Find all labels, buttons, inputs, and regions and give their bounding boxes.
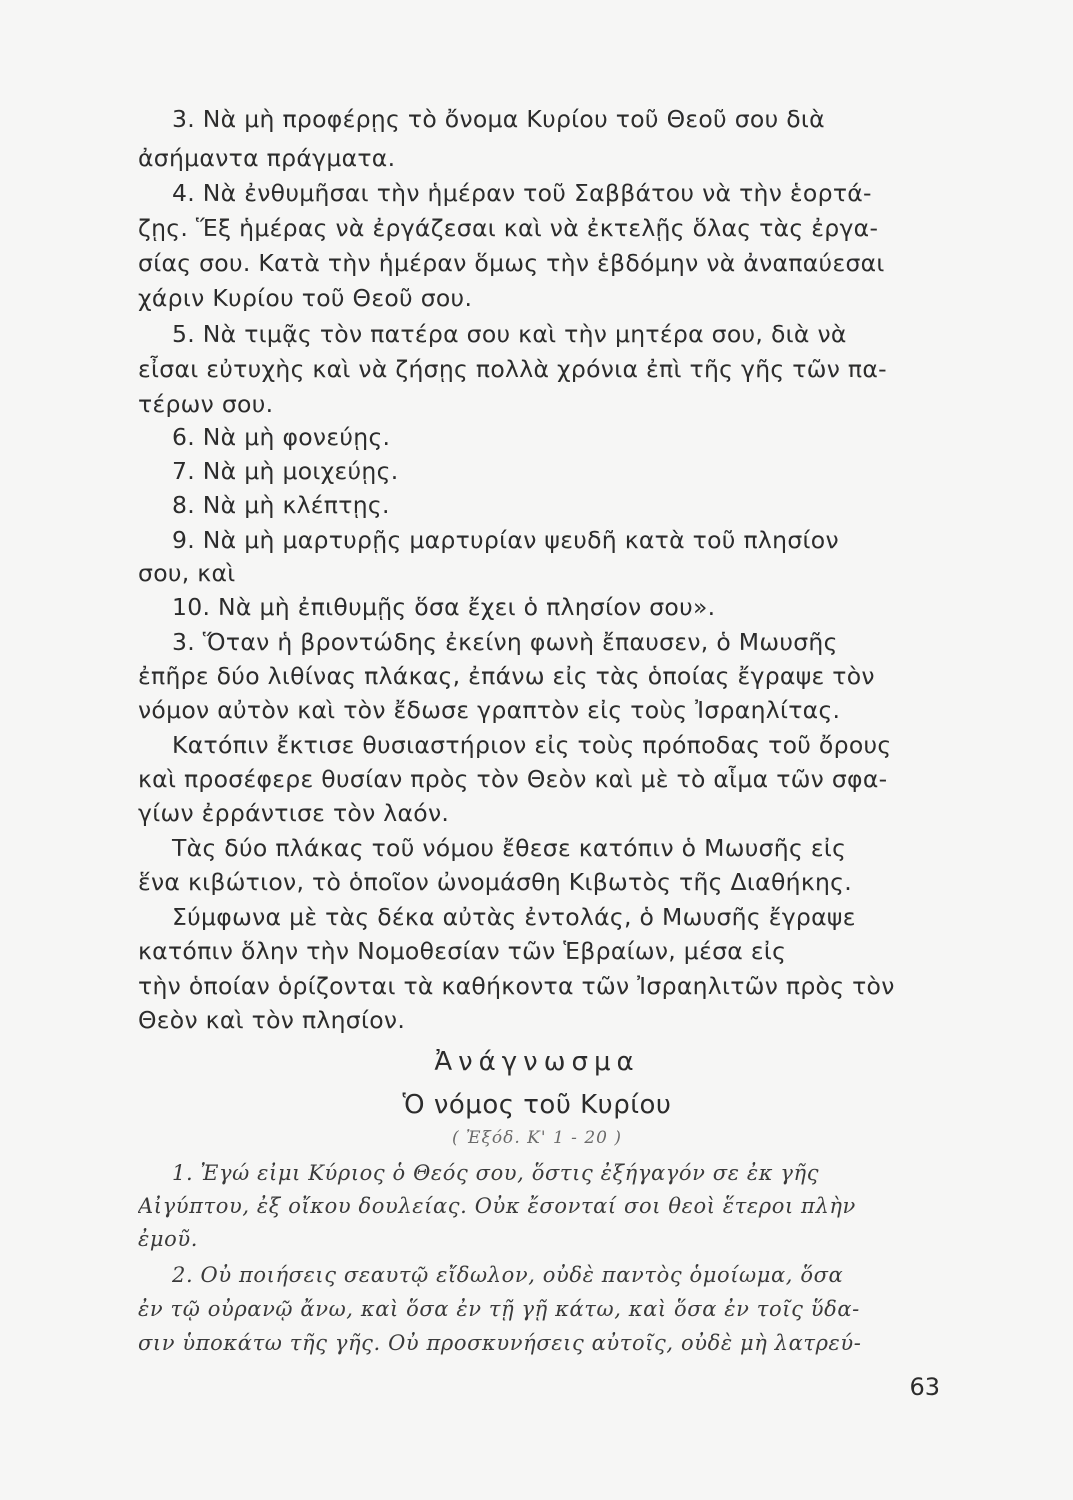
body-line: 10. Νὰ μὴ ἐπιθυμῇς ὅσα ἔχει ὁ πλησίον σου». xyxy=(172,593,716,621)
body-line: 7. Νὰ μὴ μοιχεύῃς. xyxy=(172,457,399,485)
body-line: γίων ἐρράντισε τὸν λαόν. xyxy=(138,799,450,827)
body-line: νόμον αὐτὸν καὶ τὸν ἔδωσε γραπτὸν εἰς τοὺς Ἰσραηλίτας. xyxy=(138,696,841,724)
body-line: 8. Νὰ μὴ κλέπτῃς. xyxy=(172,491,390,519)
body-line: καὶ προσέφερε θυσίαν πρὸς τὸν Θεὸν καὶ μὲ τὸ αἷμα τῶν σφα- xyxy=(138,765,888,793)
body-line: Κατόπιν ἔκτισε θυσιαστήριον εἰς τοὺς πρόποδας τοῦ ὄρους xyxy=(172,731,892,759)
body-line: ἀσήμαντα πράγματα. xyxy=(138,144,396,172)
body-line: 9. Νὰ μὴ μαρτυρῇς μαρτυρίαν ψευδῆ κατὰ τοῦ πλησίον xyxy=(172,526,839,554)
main-text-column xyxy=(138,0,936,1500)
page-number: 63 xyxy=(909,1373,940,1401)
body-line: εἶσαι εὐτυχὴς καὶ νὰ ζήσῃς πολλὰ χρόνια ἐπὶ τῆς γῆς τῶν πα- xyxy=(138,355,887,383)
body-line: σου, καὶ xyxy=(138,559,236,587)
body-line: Τὰς δύο πλάκας τοῦ νόμου ἔθεσε κατόπιν ὁ Μωυσῆς εἰς xyxy=(172,834,847,862)
body-line: 5. Νὰ τιμᾷς τὸν πατέρα σου καὶ τὴν μητέρα σου, διὰ νὰ xyxy=(172,320,847,348)
reading-reference: ( Ἐξόδ. Κ' 1 - 20 ) xyxy=(452,1128,622,1148)
reading-line: ἐν τῷ οὐρανῷ ἄνω, καὶ ὅσα ἐν τῇ γῇ κάτω, καὶ ὅσα ἐν τοῖς ὕδα- xyxy=(138,1297,860,1321)
reading-line: 1. Ἐγώ εἰμι Κύριος ὁ Θεός σου, ὅστις ἐξήγαγόν σε ἐκ γῆς xyxy=(172,1161,820,1185)
body-line: 4. Νὰ ἐνθυμῆσαι τὴν ἡμέραν τοῦ Σαββάτου νὰ τὴν ἑορτά- xyxy=(172,179,872,207)
body-line: 3. Ὅταν ἡ βροντώδης ἐκείνη φωνὴ ἔπαυσεν, ὁ Μωυσῆς xyxy=(172,628,838,656)
reading-subtitle: Ὁ νόμος τοῦ Κυρίου xyxy=(402,1090,672,1120)
body-line: τὴν ὁποίαν ὁρίζονται τὰ καθήκοντα τῶν Ἰσραηλιτῶν πρὸς τὸν xyxy=(138,972,895,1000)
reading-line: 2. Οὐ ποιήσεις σεαυτῷ εἴδωλον, οὐδὲ παντὸς ὁμοίωμα, ὅσα xyxy=(172,1263,844,1287)
body-line: ἐπῆρε δύο λιθίνας πλάκας, ἐπάνω εἰς τὰς ὁποίας ἔγραψε τὸν xyxy=(138,662,875,690)
body-line: σίας σου. Κατὰ τὴν ἡμέραν ὅμως τὴν ἑβδόμην νὰ ἀναπαύεσαι xyxy=(138,249,885,277)
body-line: Σύμφωνα μὲ τὰς δέκα αὐτὰς ἐντολάς, ὁ Μωυσῆς ἔγραψε xyxy=(172,903,856,931)
reading-line: ἐμοῦ. xyxy=(138,1227,199,1251)
body-line: κατόπιν ὅλην τὴν Νομοθεσίαν τῶν Ἑβραίων, μέσα εἰς xyxy=(138,937,787,965)
body-line: ἕνα κιβώτιον, τὸ ὁποῖον ὠνομάσθη Κιβωτὸς τῆς Διαθήκης. xyxy=(138,868,853,896)
body-line: ζῃς. Ἕξ ἡμέρας νὰ ἐργάζεσαι καὶ νὰ ἐκτελῇς ὅλας τὰς ἐργα- xyxy=(138,214,879,242)
body-line: τέρων σου. xyxy=(138,390,274,418)
body-line: 6. Νὰ μὴ φονεύῃς. xyxy=(172,423,391,451)
body-line: 3. Νὰ μὴ προφέρῃς τὸ ὄνομα Κυρίου τοῦ Θεοῦ σου διὰ xyxy=(172,105,825,133)
body-line: χάριν Κυρίου τοῦ Θεοῦ σου. xyxy=(138,284,473,312)
reading-line: Αἰγύπτου, ἐξ οἴκου δουλείας. Οὐκ ἔσονταί σοι θεοὶ ἕτεροι πλὴν xyxy=(138,1194,856,1218)
reading-line: σιν ὑποκάτω τῆς γῆς. Οὐ προσκυνήσεις αὐτοῖς, οὐδὲ μὴ λατρεύ- xyxy=(138,1331,862,1355)
body-line: Θεὸν καὶ τὸν πλησίον. xyxy=(138,1006,406,1034)
reading-title: Ἀνάγνωσμα xyxy=(434,1047,640,1077)
